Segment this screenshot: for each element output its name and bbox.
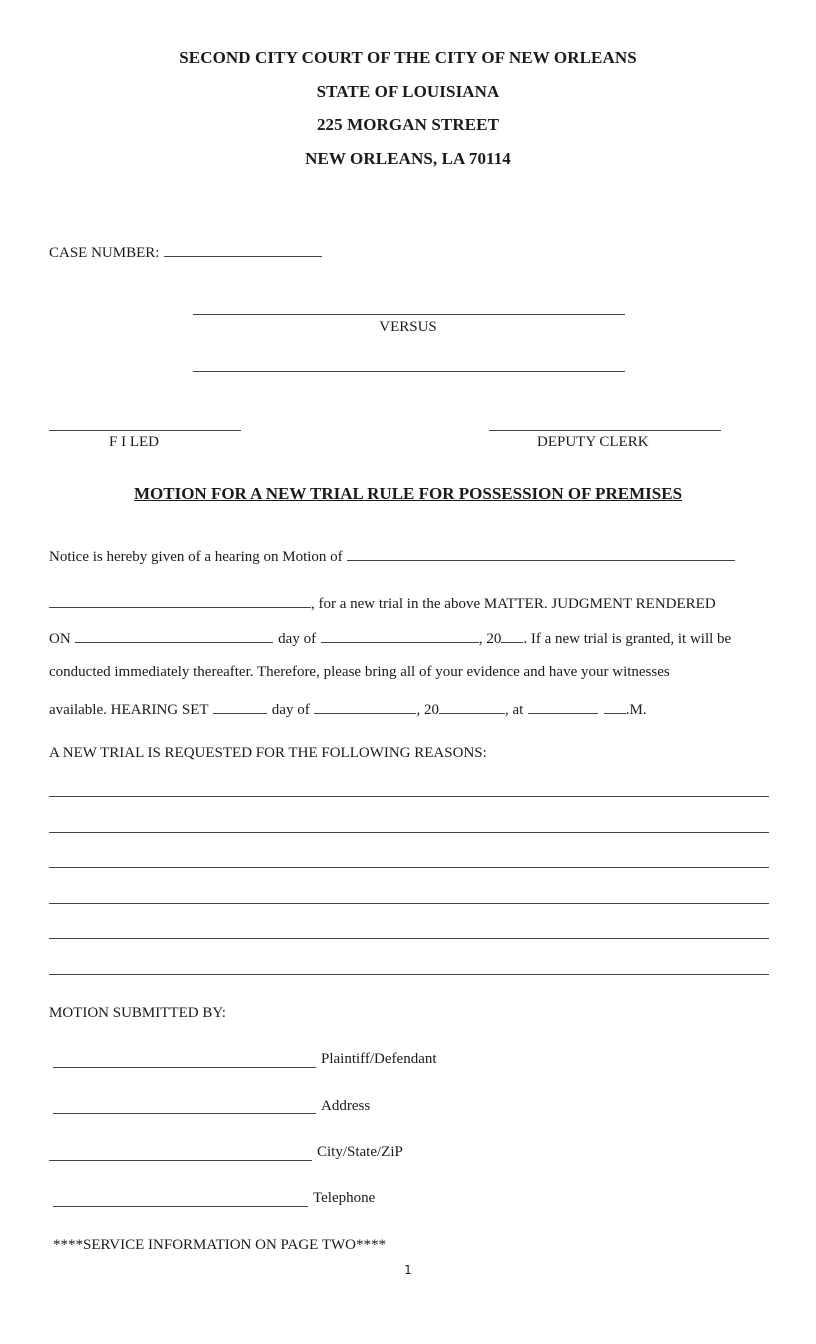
notice-line-3-suffix: . If a new trial is granted, it will be [523,631,732,647]
deputy-clerk-line[interactable] [489,430,721,431]
reasons-label: A NEW TRIAL IS REQUESTED FOR THE FOLLOWING REASONS: [49,745,487,761]
movant-name-field[interactable] [347,546,735,561]
address-field[interactable] [53,1113,316,1114]
hearing-set-label: available. HEARING SET [49,702,209,718]
case-number-field[interactable] [164,242,322,257]
address-label: Address [321,1098,371,1114]
service-info-note: ****SERVICE INFORMATION ON PAGE TWO**** [53,1237,386,1253]
hearing-day-of-label: day of [271,702,310,718]
submitted-by-label: MOTION SUBMITTED BY: [49,1005,226,1021]
court-name: SECOND CITY COURT OF THE CITY OF NEW ORLEANS [179,48,637,67]
state-name: STATE OF LOUISIANA [316,82,500,101]
court-street: 225 MORGAN STREET [316,115,500,134]
reason-line-5[interactable] [49,938,769,939]
hearing-year-field[interactable] [439,699,505,714]
hearing-meridiem-suffix: .M. [625,702,647,718]
notice-line-2-text: , for a new trial in the above MATTER. JUDGMENT RENDERED [311,596,716,612]
reason-line-3[interactable] [49,867,769,868]
case-number-row [49,242,323,262]
judgment-year-field[interactable] [501,628,523,643]
deputy-clerk-label: DEPUTY CLERK [537,434,649,450]
hearing-year-prefix: , 20 [416,702,439,718]
judgment-year-prefix: , 20 [478,631,502,647]
plaintiff-defendant-label: Plaintiff/Defendant [321,1051,437,1067]
notice-line-3 [49,628,731,648]
notice-line-2 [49,593,716,613]
court-city: NEW ORLEANS, LA 70114 [305,149,511,168]
case-number-label: CASE NUMBER: [49,245,160,261]
reason-line-1[interactable] [49,796,769,797]
notice-line-4: conducted immediately thereafter. Therefore, please bring all of your evidence and have your witnesses [49,664,670,680]
judgment-day-of-label: day of [278,631,317,647]
hearing-day-field[interactable] [213,699,267,714]
movant-name-continued-field[interactable] [49,593,311,608]
hearing-time-field[interactable] [528,699,598,714]
hearing-at-label: , at [504,702,524,718]
document-title: MOTION FOR A NEW TRIAL RULE FOR POSSESSION OF PREMISES [133,484,683,503]
defendant-line[interactable] [193,371,625,372]
telephone-field[interactable] [53,1206,308,1207]
city-state-zip-field[interactable] [49,1160,312,1161]
judgment-month-field[interactable] [321,628,479,643]
hearing-month-field[interactable] [314,699,416,714]
hearing-ampm-field[interactable] [604,699,626,714]
filed-line[interactable] [49,430,241,431]
reason-line-4[interactable] [49,903,769,904]
city-state-zip-label: City/State/ZiP [317,1144,403,1160]
reason-line-6[interactable] [49,974,769,975]
judgment-day-field[interactable] [75,628,273,643]
reason-line-2[interactable] [49,832,769,833]
filed-label: F I LED [109,434,159,450]
judgment-on-label: ON [49,631,71,647]
plaintiff-line[interactable] [193,314,625,315]
notice-prefix: Notice is hereby given of a hearing on Motion of [49,549,343,565]
notice-line-1 [49,546,736,566]
versus-label: VERSUS [379,319,437,335]
plaintiff-defendant-field[interactable] [53,1067,316,1068]
telephone-label: Telephone [313,1190,376,1206]
page-number: 1 [404,1263,412,1277]
notice-line-5 [49,699,647,719]
